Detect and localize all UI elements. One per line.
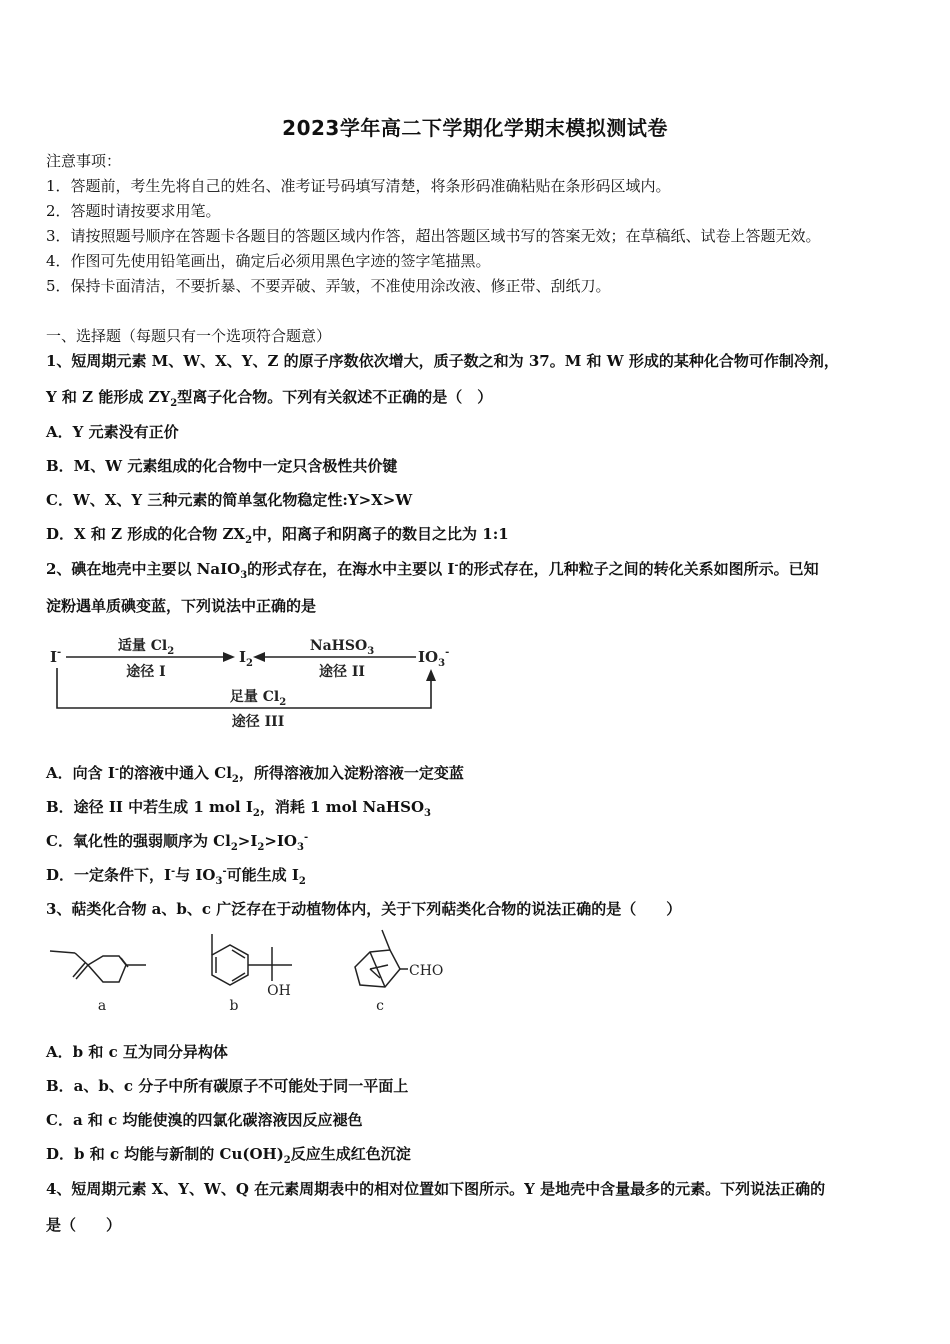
q1-option-d: D．X 和 Z 形成的化合物 $ZX_2$中，阳离子和阴离子的数目之比为 1:1 [46,525,509,546]
path1-arrowhead [223,652,235,662]
q4-stem-line2: 是（ ） [46,1216,122,1234]
q2-stem-line2: 淀粉遇单质碘变蓝，下列说法中正确的是 [46,597,317,615]
structure-b-oh-label: OH [267,983,291,999]
path2-arrowhead [253,652,265,662]
section-heading: 一、选择题（每题只有一个选项符合题意） [46,327,332,345]
structure-a-label: a [97,998,107,1014]
structure-c-label: c [376,998,384,1014]
path3-arrowhead [426,669,436,681]
page-title: 2023学年高二下学期化学期末模拟测试卷 [282,116,668,140]
q3-option-b: B．a、b、c 分子中所有碳原子不可能处于同一平面上 [46,1077,409,1095]
q2-option-b: B．途径 II 中若生成 1 mol $I_2$，消耗 1 mol NaHSO$_3$ [46,798,431,819]
q2-stem-line1: 2、碘在地壳中主要以 NaIO$_3$的形式存在，在海水中主要以 I-的形式存在，几种粒子之间的转化关系如图所示。已知 [46,560,819,581]
path2-reagent: NaHSO$_3$ [309,638,375,657]
q1-option-a: A．Y 元素没有正价 [46,423,179,441]
q3-option-a: A．b 和 c 互为同分异构体 [46,1043,228,1061]
iodine-conversion-diagram [46,628,466,736]
notes-item-1: 1．答题前，考生先将自己的姓名、准考证号码填写清楚，将条形码准确粘贴在条形码区域内。 [46,177,671,195]
diagram-iodine-label: $I_2$ [239,648,253,669]
q3-stem: 3、萜类化合物 a、b、c 广泛存在于动植物体内，关于下列萜类化合物的说法正确的是（ ） [46,900,682,918]
notes-item-2: 2．答题时请按要求用笔。 [46,202,221,220]
q3-option-d: D．b 和 c 均能与新制的 $Cu(OH)_2$反应生成红色沉淀 [46,1145,411,1166]
path2-name: 途径 II [319,664,365,680]
notes-item-4: 4．作图可先使用铅笔画出，确定后必须用黑色字迹的签字笔描黑。 [46,252,491,270]
terpene-structures [40,925,460,1020]
q3-option-c: C．a 和 c 均能使溴的四氯化碳溶液因反应褪色 [46,1111,363,1129]
structure-b-label: b [229,998,239,1014]
diagram-iodide-label: I- [50,647,62,666]
diagram-iodate-label: $IO_3^-$ [418,647,450,669]
structure-b-drawing [212,934,292,985]
q4-stem-line1: 4、短周期元素 X、Y、W、Q 在元素周期表中的相对位置如下图所示。Y 是地壳中含量最多的元素。下列说法正确的 [46,1180,826,1198]
notes-item-3: 3．请按照题号顺序在答题卡各题目的答题区域内作答，超出答题区域书写的答案无效；在草稿纸、试卷上答题无效。 [46,227,821,245]
q1-stem-line2: Y 和 Z 能形成 $ZY_2$型离子化合物。下列有关叙述不正确的是（ ） [46,388,493,409]
path3-reagent: 足量 $Cl_2$ [229,689,287,708]
q2-option-d: D．一定条件下，I-与 $IO_3^-$可能生成 $I_2$ [46,866,306,887]
path1-name: 途径 I [126,664,166,680]
path1-reagent: 适量 $Cl_2$ [117,638,175,657]
path3-name: 途径 III [231,714,285,730]
structure-c-drawing [355,930,408,987]
q1-stem-line1: 1、短周期元素 M、W、X、Y、Z 的原子序数依次增大，质子数之和为 37。M 和 W 形成的某种化合物可作制冷剂， [46,352,839,370]
q1-option-c: C．W、X、Y 三种元素的简单氢化物稳定性:Y>X>W [46,491,413,509]
structure-c-cho-label: CHO [409,963,444,979]
q1-option-b: B．M、W 元素组成的化合物中一定只含极性共价键 [46,457,398,475]
q2-option-c: C．氧化性的强弱顺序为 $Cl_2>I_2>IO_3^-$ [46,832,309,853]
notes-heading: 注意事项： [46,152,122,170]
structure-a-drawing [50,951,146,982]
notes-item-5: 5．保持卡面清洁，不要折暴、不要弄破、弄皱，不准使用涂改液、修正带、刮纸刀。 [46,277,611,295]
q2-option-a: A．向含 I-的溶液中通入 $Cl_2$，所得溶液加入淀粉溶液一定变蓝 [46,764,464,785]
